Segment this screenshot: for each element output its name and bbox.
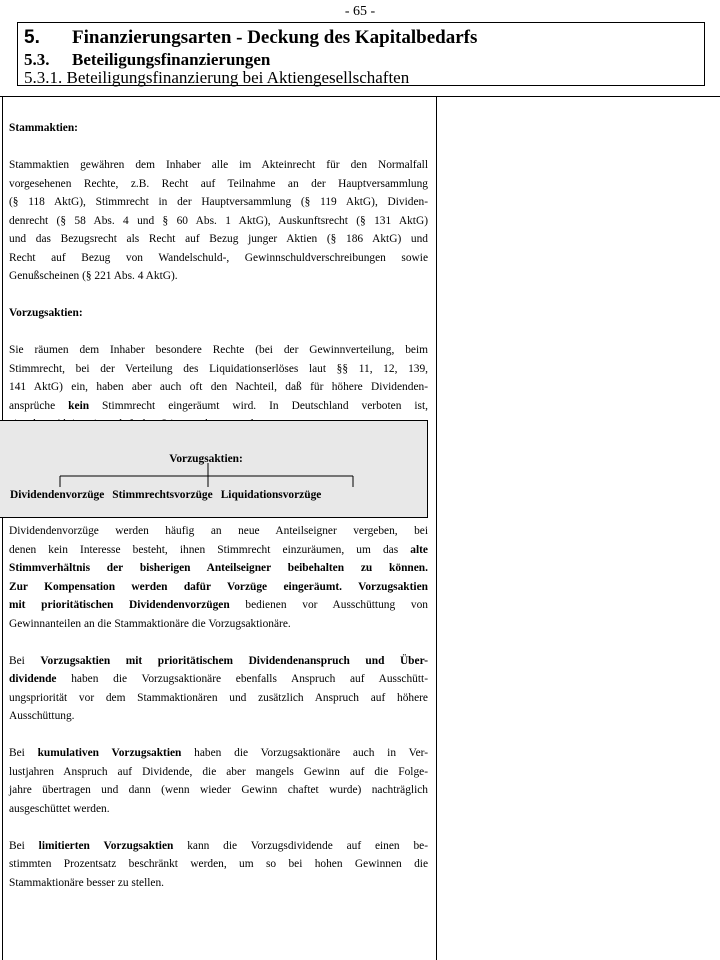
chapter-title-text: Finanzierungsarten - Deckung des Kapitalbedarfs — [72, 27, 478, 48]
text-line: Bei limitierten Vorzugsaktien kann die Vorzugsdividende auf einen be- — [9, 839, 428, 852]
section-number: 5.3. — [24, 50, 50, 69]
text-line: Recht auf Bezug von Wandelschuld-, Gewinnschuldverschreibungen sowie — [9, 251, 428, 264]
text-line: Stammaktionäre besser zu stellen. — [9, 876, 164, 889]
text-line: Bei Vorzugsaktien mit prioritätischem Dividendenanspruch und Über- — [9, 654, 428, 667]
diagram-items — [10, 489, 329, 501]
chapter-header — [17, 22, 705, 86]
chapter-number: 5. — [24, 27, 40, 48]
diagram-item: Stimmrechtsvorzüge — [112, 489, 213, 501]
text-line: Gewinnanteilen an die Stammaktionäre die Vorzugsaktionäre. — [9, 617, 291, 630]
paragraph-dividendenvorzuege — [9, 522, 428, 633]
text-line: und das Bezugsrecht als Recht auf Bezug junger Aktien (§ 186 AktG) und — [9, 233, 428, 245]
diagram-item: Liquidationsvorzüge — [220, 489, 322, 501]
text-line: 141 AktG) ein, haben aber auch oft den Nachteil, daß für höhere Dividenden- — [9, 381, 428, 393]
paragraph-kumulative — [9, 744, 428, 818]
diagram-connector-lines — [0, 421, 428, 519]
paragraph-ueberdividende — [9, 652, 428, 726]
text-line: denen kein Interesse besteht, ihnen Stimmrecht einzuräumen, um das alte — [9, 543, 428, 556]
text-line: stimmten Prozentsatz beschränkt werden, um so bei hohen Gewinnen die — [9, 858, 428, 870]
text-line: Zur Kompensation werden dafür Vorzüge eingeräumt. Vorzugsaktien — [9, 580, 428, 593]
section-title-text: Beteiligungsfinanzierungen — [72, 50, 271, 69]
text-line: Dividendenvorzüge werden häufig an neue Anteilseigner vergeben, bei — [9, 525, 428, 537]
column-divider — [436, 96, 437, 960]
text-line: ungspriorität vor dem Stammaktionären und zusätzlich Anspruch auf höhere — [9, 691, 428, 704]
text-line: Bei kumulativen Vorzugsaktien haben die Vorzugsaktionäre auch in Ver- — [9, 747, 428, 759]
page-number: - 65 - — [344, 4, 376, 19]
text-line: denrecht (§ 58 Abs. 4 und § 60 Abs. 1 AktG), Auskunftsrecht (§ 131 AktG) — [9, 214, 428, 227]
text-line: dividende haben die Vorzugsaktionäre ebenfalls Anspruch auf Ausschütt- — [9, 673, 428, 685]
text-line: Stammaktien gewähren dem Inhaber alle im Akteinrecht für den Normalfall — [9, 159, 428, 171]
text-block-top — [9, 119, 428, 434]
diagram-title: Vorzugsaktien: — [169, 453, 243, 465]
text-line: vorgesehenen Rechte, z.B. Recht auf Teilnahme an der Hauptversammlung — [9, 177, 428, 190]
text-line: Ausschüttung. — [9, 710, 75, 722]
left-margin-line — [2, 96, 3, 960]
stammaktien-heading: Stammaktien: — [9, 122, 78, 134]
text-line: lustjahren Anspruch auf Dividende, die aber mangels Gewinn auf die Folge- — [9, 765, 428, 778]
header-rule — [0, 96, 720, 97]
paragraph-limitierte — [9, 837, 428, 893]
diagram-item: Dividendenvorzüge — [10, 489, 105, 501]
text-line: jahre übertragen und dann (wenn wieder Gewinn chaftet wurde) nachträglich — [9, 784, 428, 796]
text-line: Sie räumen dem Inhaber besondere Rechte (bei der Gewinnverteilung, beim — [9, 344, 428, 356]
text-line: mit prioritätischen Dividendenvorzügen bedienen vor Ausschüttung von — [9, 599, 428, 611]
text-line: (§ 118 AktG), Stimmrecht in der Hauptversammlung (§ 119 AktG), Dividen- — [9, 196, 428, 208]
text-line: ausgeschüttet werden. — [9, 802, 110, 815]
text-block-bottom — [9, 522, 428, 892]
text-line: Genußscheinen (§ 221 Abs. 4 AktG). — [9, 270, 178, 282]
text-line: Stimmverhältnis der bisherigen Anteilseigner beibehalten zu können. — [9, 562, 428, 574]
text-line: ansprüche kein Stimmrecht eingeräumt wird. In Deutschland verboten ist, — [9, 399, 428, 412]
stammaktien-body — [9, 156, 428, 286]
text-line: Stimmrecht, bei der Verteilung des Liquidationserlöses laut §§ 11, 12, 139, — [9, 362, 428, 375]
vorzugsaktien-diagram — [0, 420, 428, 518]
subsection-title: 5.3.1. Beteiligungsfinanzierung bei Aktiengesellschaften — [24, 68, 410, 87]
section-title — [24, 50, 270, 70]
vorzugsaktien-heading: Vorzugsaktien: — [9, 307, 83, 319]
chapter-title — [24, 27, 477, 49]
